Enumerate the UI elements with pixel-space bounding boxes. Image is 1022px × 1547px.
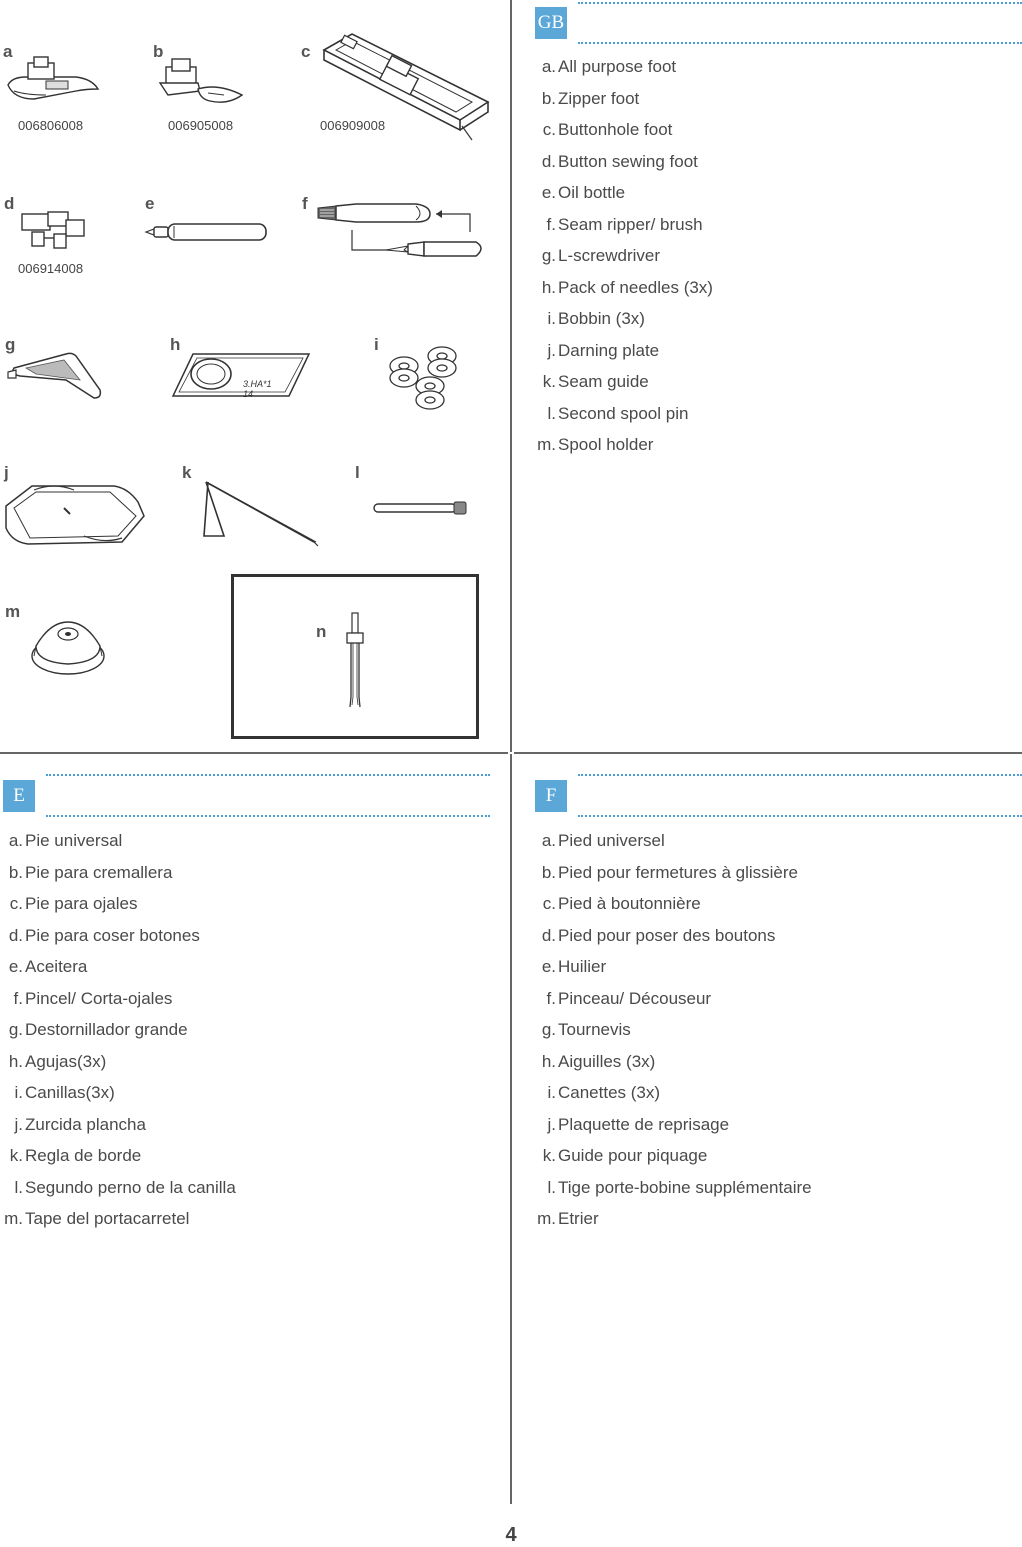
list-item — [535, 926, 812, 958]
list-item-text: Seam guide — [558, 372, 649, 391]
accessory-code-b: 006905008 — [168, 118, 234, 133]
list-item-key: b. — [541, 88, 556, 108]
list-item-key: a. — [8, 831, 23, 850]
list-item-text: Zipper foot — [558, 88, 640, 108]
accessory-letter-d: d — [4, 194, 15, 213]
list-item — [535, 1020, 812, 1052]
list-item-key: e. — [541, 183, 556, 202]
list-item-key: a. — [541, 831, 556, 850]
list-item-text: Pie para cremallera — [25, 862, 173, 882]
list-item-key: b. — [541, 862, 556, 882]
accessory-letter-b: b — [153, 42, 164, 61]
list-item — [2, 894, 236, 926]
list-item-key: j. — [547, 340, 556, 360]
dotted-rule-e-bottom — [46, 815, 490, 817]
list-item — [2, 1178, 236, 1210]
list-item-key: k. — [542, 372, 556, 391]
list-item-text: Canettes (3x) — [558, 1083, 661, 1102]
page-number: 4 — [505, 1524, 517, 1546]
twin-needle-illustration — [343, 611, 367, 711]
list-item-text: Second spool pin — [558, 403, 689, 423]
dotted-rule-gb-top — [578, 2, 1022, 4]
list-item-key: i. — [547, 1083, 556, 1102]
bobbins-illustration — [386, 344, 460, 410]
darning-plate-illustration — [4, 480, 146, 548]
list-item-text: Destornillador grande — [25, 1020, 188, 1039]
list-item — [535, 863, 812, 895]
list-item — [535, 1115, 812, 1147]
accessory-letter-i: i — [374, 335, 379, 354]
list-item — [535, 989, 812, 1021]
seam-guide-illustration — [202, 480, 320, 548]
list-item-key: f. — [13, 988, 23, 1008]
list-item — [535, 1146, 812, 1178]
dotted-rule-e-top — [46, 774, 490, 776]
list-item — [535, 1178, 812, 1210]
vertical-divider-top — [510, 0, 512, 752]
dotted-rule-f-top — [578, 774, 1022, 776]
list-item-text: Guide pour piquage — [558, 1146, 708, 1165]
accessory-code-d: 006914008 — [18, 261, 84, 276]
list-item-text: Pinceau/ Découseur — [558, 988, 712, 1008]
list-item-key: g. — [541, 246, 556, 265]
list-item-key: c. — [9, 894, 23, 913]
list-item-key: a. — [541, 57, 556, 76]
button-sewing-foot-illustration — [18, 208, 88, 253]
needle-pack-illustration — [171, 352, 311, 398]
item-list-gb — [535, 57, 713, 467]
list-item-key: c. — [542, 894, 556, 913]
list-item-text: Regla de borde — [25, 1146, 142, 1165]
list-item — [2, 989, 236, 1021]
list-item-text: Seam ripper/ brush — [558, 214, 703, 234]
list-item-key: d. — [8, 925, 23, 945]
list-item-key: f. — [546, 988, 556, 1008]
list-item-key: j. — [14, 1114, 23, 1134]
list-item — [2, 1083, 236, 1115]
list-item-text: Button sewing foot — [558, 151, 698, 171]
list-item — [535, 278, 713, 310]
list-item-key: m. — [537, 1209, 556, 1228]
list-item-key: l. — [547, 1177, 556, 1197]
list-item-key: k. — [542, 1146, 556, 1165]
list-item-key: g. — [8, 1020, 23, 1039]
list-item-key: d. — [541, 151, 556, 171]
list-item — [2, 926, 236, 958]
list-item-key: i. — [547, 309, 556, 328]
list-item — [2, 1209, 236, 1241]
list-item-text: Plaquette de reprisage — [558, 1114, 730, 1134]
accessory-code-c: 006909008 — [320, 118, 386, 133]
list-item — [2, 1146, 236, 1178]
list-item-key: m. — [4, 1209, 23, 1228]
list-item-key: f. — [546, 214, 556, 234]
accessory-letter-l: l — [355, 463, 360, 482]
list-item-key: e. — [541, 957, 556, 976]
list-item — [2, 1115, 236, 1147]
list-item-text: Tape del portacarretel — [25, 1209, 190, 1228]
list-item-text: Etrier — [558, 1209, 599, 1228]
accessory-letter-m: m — [5, 602, 21, 621]
l-screwdriver-illustration — [6, 350, 104, 402]
list-item-text: Pied pour fermetures à glissière — [558, 862, 799, 882]
second-spool-pin-illustration — [372, 500, 470, 516]
seam-ripper-brush-illustration — [316, 198, 488, 262]
accessory-letter-h: h — [170, 335, 181, 354]
list-item-text: Huilier — [558, 957, 607, 976]
accessory-letter-f: f — [302, 194, 308, 213]
list-item-key: l. — [14, 1177, 23, 1197]
item-list-f — [535, 831, 812, 1241]
accessory-letter-j: j — [4, 463, 9, 482]
list-item — [535, 831, 812, 863]
horizontal-divider-left — [0, 752, 508, 754]
item-list-e — [2, 831, 236, 1241]
vertical-divider-bottom — [510, 754, 512, 1504]
list-item-text: All purpose foot — [558, 57, 677, 76]
list-item-text: Segundo perno de la canilla — [25, 1177, 236, 1197]
list-item — [535, 435, 713, 467]
dotted-rule-f-bottom — [578, 815, 1022, 817]
list-item-text: Tournevis — [558, 1020, 631, 1039]
accessory-letter-n: n — [316, 622, 327, 641]
list-item — [535, 372, 713, 404]
accessory-code-a: 006806008 — [18, 118, 84, 133]
accessory-letter-a: a — [3, 42, 13, 61]
list-item — [535, 120, 713, 152]
dotted-rule-gb-bottom — [578, 42, 1022, 44]
list-item — [535, 246, 713, 278]
list-item — [535, 341, 713, 373]
accessory-letter-k: k — [182, 463, 192, 482]
list-item — [535, 1052, 812, 1084]
list-item-text: Buttonhole foot — [558, 120, 673, 139]
accessory-letter-c: c — [301, 42, 311, 61]
list-item — [535, 183, 713, 215]
list-item-key: d. — [541, 925, 556, 945]
list-item-text: Aiguilles (3x) — [558, 1051, 656, 1071]
list-item-key: i. — [14, 1083, 23, 1102]
badge-f: F — [535, 780, 567, 812]
list-item-key: h. — [541, 1051, 556, 1071]
list-item — [2, 831, 236, 863]
list-item — [535, 894, 812, 926]
list-item-text: Pied universel — [558, 831, 665, 850]
list-item — [535, 404, 713, 436]
list-item — [535, 957, 812, 989]
list-item-text: Canillas(3x) — [25, 1083, 115, 1102]
zipper-foot-illustration — [158, 55, 248, 110]
list-item-key: m. — [537, 435, 556, 454]
list-item-text: Pie universal — [25, 831, 123, 850]
list-item — [535, 152, 713, 184]
list-item-text: Pie para ojales — [25, 894, 138, 913]
spool-holder-illustration — [30, 618, 108, 678]
list-item-key: j. — [547, 1114, 556, 1134]
list-item-text: Tige porte-bobine supplémentaire — [558, 1177, 812, 1197]
list-item-key: b. — [8, 862, 23, 882]
list-item-key: e. — [8, 957, 23, 976]
horizontal-divider-right — [514, 752, 1022, 754]
badge-gb: GB — [535, 7, 567, 39]
list-item-text: Bobbin (3x) — [558, 309, 645, 328]
needle-pack-text: 3.HA*1 14 — [243, 379, 272, 399]
list-item — [2, 1052, 236, 1084]
list-item-text: Spool holder — [558, 435, 654, 454]
list-item-text: Pie para coser botones — [25, 925, 200, 945]
list-item-text: Pied à boutonnière — [558, 894, 701, 913]
list-item-text: L-screwdriver — [558, 246, 661, 265]
list-item — [2, 1020, 236, 1052]
list-item — [535, 57, 713, 89]
list-item — [535, 1083, 812, 1115]
list-item-key: h. — [8, 1051, 23, 1071]
list-item-text: Oil bottle — [558, 183, 626, 202]
list-item-key: c. — [542, 120, 556, 139]
list-item-key: g. — [541, 1020, 556, 1039]
list-item — [2, 957, 236, 989]
list-item — [535, 215, 713, 247]
list-item — [535, 1209, 812, 1241]
list-item-text: Pack of needles (3x) — [558, 277, 713, 297]
accessory-letter-g: g — [5, 335, 16, 354]
list-item-text: Aceitera — [25, 957, 88, 976]
list-item — [535, 309, 713, 341]
oil-bottle-illustration — [144, 220, 270, 244]
list-item-key: h. — [541, 277, 556, 297]
list-item — [535, 89, 713, 121]
list-item-key: l. — [547, 403, 556, 423]
list-item-text: Darning plate — [558, 340, 660, 360]
list-item-text: Zurcida plancha — [25, 1114, 146, 1134]
all-purpose-foot-illustration — [6, 55, 101, 110]
list-item-key: k. — [9, 1146, 23, 1165]
list-item — [2, 863, 236, 895]
accessory-letter-e: e — [145, 194, 155, 213]
list-item-text: Pied pour poser des boutons — [558, 925, 776, 945]
badge-e: E — [3, 780, 35, 812]
list-item-text: Agujas(3x) — [25, 1051, 107, 1071]
list-item-text: Pincel/ Corta-ojales — [25, 988, 173, 1008]
